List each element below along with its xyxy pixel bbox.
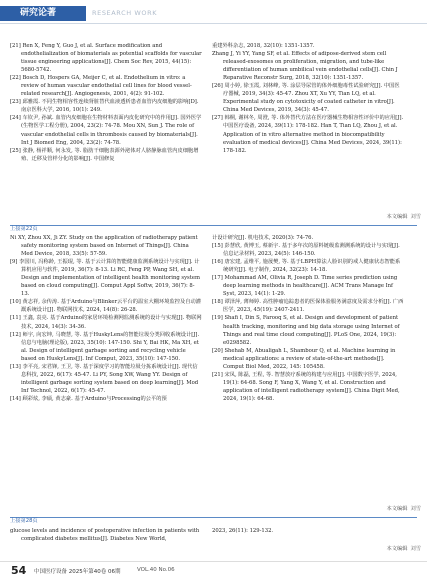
reference-entry: 重建外科杂志, 2018, 32(10): 1351-1357. xyxy=(212,43,315,49)
section-label-en: RESEARCH WORK xyxy=(92,9,158,17)
section-label: 研究论著 xyxy=(0,6,86,21)
editor-label: 本文编辑 xyxy=(386,546,408,552)
reference-entry: Ni XY, Zhou XX, Ji ZY. Study on the application of radiotherapy patient safety monitoring system based on Internet of Things[J]. China Med Device, 2018, 33(5): 57-59. xyxy=(10,235,198,258)
section-divider xyxy=(10,517,417,518)
reference-entry: [20] Shehab M, Abualigah L, Shambour Q, et al. Machine learning in medical applications: a review of state-of-the-art methods[J]. Comput Biol Med, 2022, 145: 105458. xyxy=(212,347,396,370)
reference-entry: [22] Bosch D, Hospers GA, Meijer C, et al. Endothelium in vitro: a review of human vascular endothelial cell lines for blood vessel-related research[J]. Angiogenesis, 2001, 4(2): 91-102. xyxy=(10,75,192,98)
reference-entry: [21] Ren X, Feng Y, Guo J, et al. Surface modification and endothelialization of biomaterials as potential scaffolds for vascular tissue engineering applications[J]. Chem Soc Rev, 2015, 44(15): 5680-5742. xyxy=(10,43,202,74)
reference-column-right xyxy=(212,42,404,155)
journal-volume: VOL.40 No.06 xyxy=(137,567,175,573)
reference-entry: [15] 彭慧欣, 黄博玉, 蔡新宇. 基于多年次的原料链级监测测系统的设计与实现[J]. 信息记录材料, 2023, 24(5): 146-150. xyxy=(212,243,400,258)
editor-credit xyxy=(387,506,422,513)
page-footer xyxy=(0,563,427,579)
reference-entry: [14] 顾彩炫, 李硕, 黄志豪. 基于Arduino与Processing的公平的预 xyxy=(10,395,167,402)
reference-column-right xyxy=(212,234,404,403)
reference-entry: [9] 李国川, 冯称龄, 王振琨, 等. 基于云计算的智能健康监测系统设计与实现[J]. 计算机应用与软件, 2019, 36(7): 8-13. Li RC, Feng PP, Wang SH, et al. Design and implementation of intelligent health monitoring system based on cloud computing[J]. Comput Appl Softw, 2019, 36(7): 8-13. xyxy=(10,259,200,298)
reference-column-left xyxy=(10,527,202,543)
continued-from-label: 上接第22页 xyxy=(10,226,38,232)
reference-entry: glucose levels and incidence of postoperative infection in patients with complicated diabetes mellitus[J]. Diabetes New World, xyxy=(10,528,200,543)
reference-entry: [13] 李平亮, 宋君锋, 王卫, 等. 基于深度学习的智能垃圾分拣系统设计[J]. 现代信息科技, 2022, 6(17): 45-47. Li PY, Song XW, Wang YY. Design of intelligent garbage sorting system based on deep learning[J]. Mod Inf Technol, 2022, 6(17): 45-47. xyxy=(10,363,199,394)
reference-column-left xyxy=(10,42,202,163)
continued-from-label: 上接第28页 xyxy=(10,518,38,524)
reference-entry: [25] 张静, 杨祥顺, 何永发, 等. 脂肪干细胞表源外泌体对人脐静脉血管内皮细胞增殖、迁移及管样分化的影响[J]. 中国修复 xyxy=(10,147,199,162)
reference-block-2 xyxy=(10,234,417,514)
reference-block-3 xyxy=(10,527,417,549)
reference-entry: [27] 韩桐, 谢林冬, 周澄, 等. 体外替代方法在医疗器械生物相容性评价中的应用[J]. 中国医疗设备, 2024, 39(11): 178-182. Han T, Tian LQ, Zhou J, et al. Application of in vitro alternative method in biocompatibility evaluation of medical devices[J]. China Med Devices, 2024, 39(11): 178-182. xyxy=(212,115,404,154)
reference-entry: [21] 宋凤, 陈磊, 王程, 等. 智慧放疗系统的构建与应用[J]. 中国数字医学, 2024, 19(1): 64-68. Song F, Yang X, Wang Y, et al. Construction and application of intelligent radiotherapy system[J]. China Digit Med, 2024, 19(1): 64-68. xyxy=(212,371,400,402)
reference-entry: [18] 谭泽萍, 薄师婷. 高性肿瘤追踪患者的医保体验服务满意度及需求分析[J]. 广西医学, 2023, 45(19): 2407-2411. xyxy=(212,299,404,314)
reference-entry: [26] 周小婷, 徐玉霞, 刘林峰, 等. 涂层导尿管的体外细胞毒性试验研究[J]. 中国医疗器械, 2019, 34(3): 45-47. Zhou XT, Xu YY, Tian LQ, et al. Experimental study on cytotoxicity of coated catheter in vitro[J]. China Med Devices, 2019, 34(3): 45-47. xyxy=(212,83,400,114)
reference-entry: [24] 车钦尹, 孙斌. 血管内皮细胞在生物材料表面内皮化研究中的作用[J]. 国外医学(生物医学工程分册), 2004, 23(2): 74-78. Mou XN, Sun J. The role of vascular endothelial cells in thrombosis caused by biomaterials[J]. Int J Biomed Eng, 2004, 23(2): 74-78. xyxy=(10,115,202,146)
reference-entry: [17] Mohammad AM, Olivia R, Joseph D. Time series prediction using deep learning methods in healthcare[J]. ACM Trans Manage Inf Syst, 2023, 14(1): 1-29. xyxy=(212,275,398,298)
reference-entry: [19] Shafi I, Din S, Farooq S, et al. Design and development of patient health tracking, monitoring and big data storage using Internet of Things and real time cloud computing[J]. PLoS One, 2024, 19(3): e0298582. xyxy=(212,315,400,346)
section-divider xyxy=(10,225,417,226)
journal-issue: 中国医疗设备 2025年第40卷 06期 xyxy=(34,569,121,575)
reference-entry: [10] 黄志祥, 余传涛. 基于Arduino与Blinker云平台的温室大棚环境监控及自动灌溉系统设计[J]. 物联网技术, 2024, 14(8): 26-28. xyxy=(10,299,202,314)
page-number: 54 xyxy=(11,564,27,577)
reference-entry: [16] 唐宏建, 孟维平, 施晟樊, 等. 基于LBPH算法人脸识别的戒人健康状态智能系统研究[J]. 电子制作, 2024, 32(23): 14-18. xyxy=(212,259,401,274)
reference-entry: 计设计研究[J]. 机电技术, 2020(3): 74-76. xyxy=(212,235,314,241)
editor-credit xyxy=(387,546,422,553)
footer-rule xyxy=(0,561,427,562)
reference-entry: [23] 邱雅霞. 不同生物相容性连续肾脏替代血液透析患者血管内皮细胞的影响[D]. 南京医科大学, 2016, 10(1): 249. xyxy=(10,99,199,114)
reference-entry: 2023, 26(11): 129-132. xyxy=(212,528,274,534)
reference-column-left xyxy=(10,234,202,403)
reference-block-1 xyxy=(10,42,417,224)
reference-entry: [12] 师宇, 向宏坤, 马晓慧, 等. 基于HuskyLens的智能垃圾分类回收系统设计[J]. 信息与电脑(理论版), 2023, 35(10): 147-150. Shi Y, Bai HK, Ma XH, et al. Design of intelligent garbage sorting and recycling vehicle based on HuskyLens[J]. Inf Comput, 2023, 35(10): 147-150. xyxy=(10,331,200,362)
editor-label: 本文编辑 xyxy=(386,214,408,220)
editor-name: 刘雪 xyxy=(410,546,421,552)
page-header xyxy=(0,0,427,26)
editor-name: 刘雪 xyxy=(410,506,421,512)
reference-entry: [11] 王鑫, 袁亮. 基于Arduino的家居环境检测网监测系统的设计与实现[J]. 物联网技术, 2024, 14(3): 34-36. xyxy=(10,315,202,330)
reference-entry: Zhang J, Yi YY, Yang SF, et al. Effects of adipose-derived stem cell released-exosomes on proliferation, migration, and tube-like differentiation of human umbilical vein endothelial cells[J]. Chin J Reparative Reconstr Surg, 2018, 32(10): 1351-1357. xyxy=(212,51,398,82)
editor-credit xyxy=(387,214,422,221)
editor-label: 本文编辑 xyxy=(386,506,408,512)
header-rule xyxy=(0,23,427,24)
reference-column-right xyxy=(212,527,404,535)
editor-name: 刘雪 xyxy=(410,214,421,220)
